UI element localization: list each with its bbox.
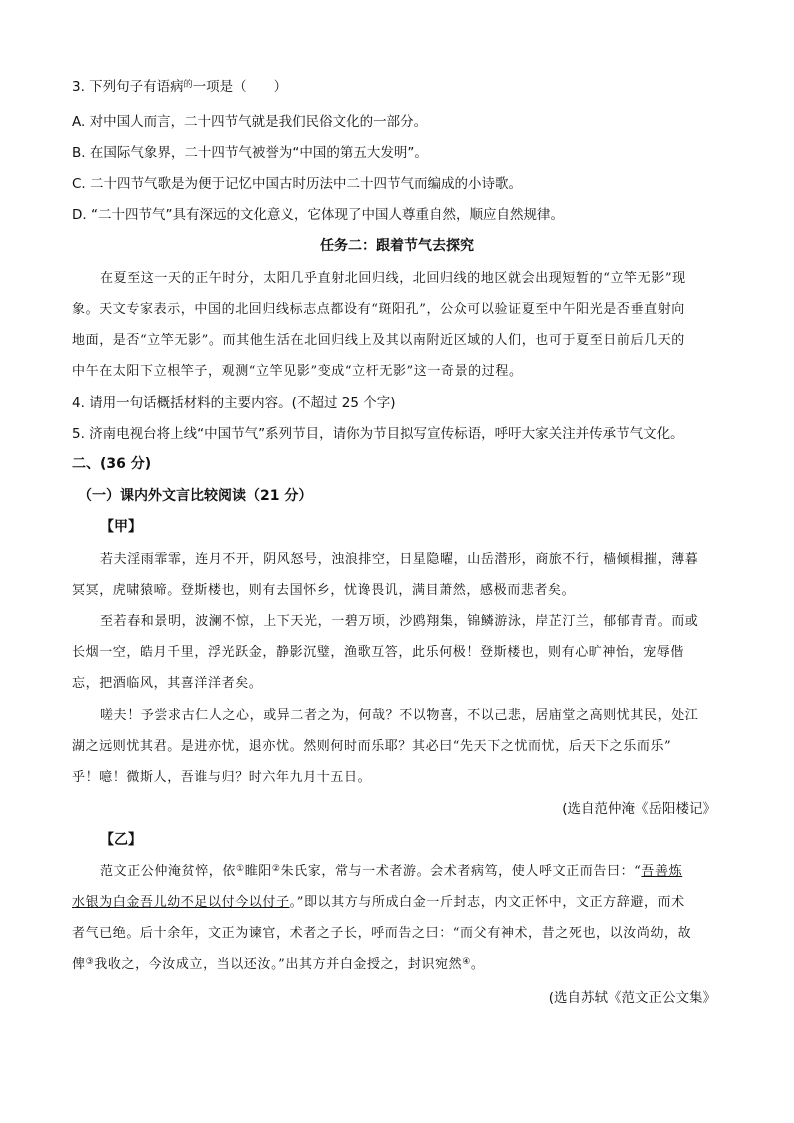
- underlined-sentence: 吾善炼: [641, 864, 683, 879]
- q3-stem-a: 3. 下列句子有语病: [72, 79, 184, 95]
- yi-text: 睢阳: [244, 864, 272, 879]
- yi-line: 者气已绝。后十余年，文正为谏官，术者之子长，呼而告之曰：“而父有神术，昔之死也，以汝尚幼，故: [72, 926, 692, 941]
- jia-line: 若夫淫雨霏霏，连月不开，阴风怒号，浊浪排空，日星隐曜，山岳潜形，商旅不行，樯倾楫摧，薄暮: [100, 552, 699, 567]
- task2-para-line: 在夏至这一天的正午时分，太阳几乎直射北回归线，北回归线的地区就会出现短暂的“立竿无影”现: [100, 271, 686, 286]
- jia-label: 【甲】: [100, 519, 142, 535]
- jia-line: 湖之远则忧其君。是进亦忧，退亦忧。然则何时而乐耶？其必曰“先天下之忧而忧，后天下之乐而乐”: [72, 739, 672, 754]
- footnote-marker: ④: [462, 957, 471, 967]
- underlined-sentence: 水银为白金吾儿幼不足以付今以付子: [72, 895, 290, 910]
- yi-text: 朱氏家，常与一术者游。会术者病笃，使人呼文正而告曰：“: [280, 864, 642, 879]
- task2-para-line: 象。天文专家表示，中国的北回归线标志点都设有“斑阳孔”，公众可以验证夏至中午阳光是否垂直射向: [72, 302, 685, 317]
- jia-line: 乎！噫！微斯人，吾谁与归？时六年九月十五日。: [72, 770, 372, 785]
- q5: 5. 济南电视台将上线“中国节气”系列节目，请你为节目拟写宣传标语，呼吁大家关注并传承节气文化。: [72, 426, 684, 442]
- jia-line: 忘，把酒临风，其喜洋洋者矣。: [72, 676, 263, 691]
- q3-option-b: B. 在国际气象界，二十四节气被誉为“中国的第五大发明”。: [72, 145, 428, 161]
- yi-line: [72, 891, 685, 910]
- jia-source: (选自范仲淹《岳阳楼记》: [562, 801, 716, 817]
- q3-stem-note: 的: [183, 80, 193, 90]
- jia-line: 嗟夫！予尝求古仁人之心，或异二者之为，何哉？不以物喜，不以己悲，居庙堂之高则忧其民，处江: [100, 708, 699, 723]
- q3-stem: [72, 75, 287, 95]
- footnote-marker: ①: [236, 864, 245, 874]
- jia-line: 长烟一空，皓月千里，浮光跃金，静影沉璧，渔歌互答，此乐何极！登斯楼也，则有心旷神怡，宠辱偕: [72, 645, 685, 660]
- q3-option-d: D. “二十四节气”具有深远的文化意义，它体现了中国人尊重自然，顺应自然规律。: [72, 207, 564, 223]
- footnote-marker: ③: [85, 957, 95, 967]
- footnote-marker: ②: [271, 864, 281, 874]
- q3-option-c: C. 二十四节气歌是为便于记忆中国古时历法中二十四节气而编成的小诗歌。: [72, 176, 523, 192]
- yi-text: 我收之，今汝成立，当以还汝。”出其方并白金授之，封识宛然: [94, 957, 463, 972]
- section2-heading: 二、(36 分): [72, 456, 152, 472]
- yi-source: (选自苏轼《范文正公文集》: [548, 990, 716, 1006]
- task2-para-line: 中午在太阳下立根竿子，观测“立竿见影”变成“立杆无影”这一奇景的过程。: [72, 364, 523, 379]
- yi-text: 。”即以其方与所成白金一斤封志，内文正怀中，文正方辞避，而术: [289, 895, 685, 910]
- yi-text: 。: [470, 957, 485, 972]
- yi-line: [100, 860, 682, 879]
- section2-subheading: （一）课内外文言比较阅读（21 分）: [78, 488, 313, 504]
- yi-text: 范文正公仲淹贫悴，依: [100, 864, 237, 879]
- yi-label: 【乙】: [100, 832, 142, 848]
- task2-title: 任务二：跟着节气去探究: [320, 238, 474, 254]
- jia-line: 至若春和景明，波澜不惊，上下天光，一碧万顷，沙鸥翔集，锦鳞游泳，岸芷汀兰，郁郁青青。而或: [100, 614, 699, 629]
- q4: 4. 请用一句话概括材料的主要内容。(不超过 25 个字): [72, 395, 396, 411]
- q3-option-a: A. 对中国人而言，二十四节气就是我们民俗文化的一部分。: [72, 114, 428, 130]
- yi-text: 俾: [72, 957, 86, 972]
- jia-line: 冥冥，虎啸猿啼。登斯楼也，则有去国怀乡，忧谗畏讥，满目萧然，感极而悲者矣。: [72, 583, 576, 598]
- q3-stem-b: 一项是（ ）: [192, 79, 288, 95]
- task2-para-line: 地面，是否“立竿无影”。而其他生活在北回归线上及其以南附近区域的人们，也可于夏至日前后几天的: [72, 333, 685, 348]
- yi-line: [72, 953, 485, 972]
